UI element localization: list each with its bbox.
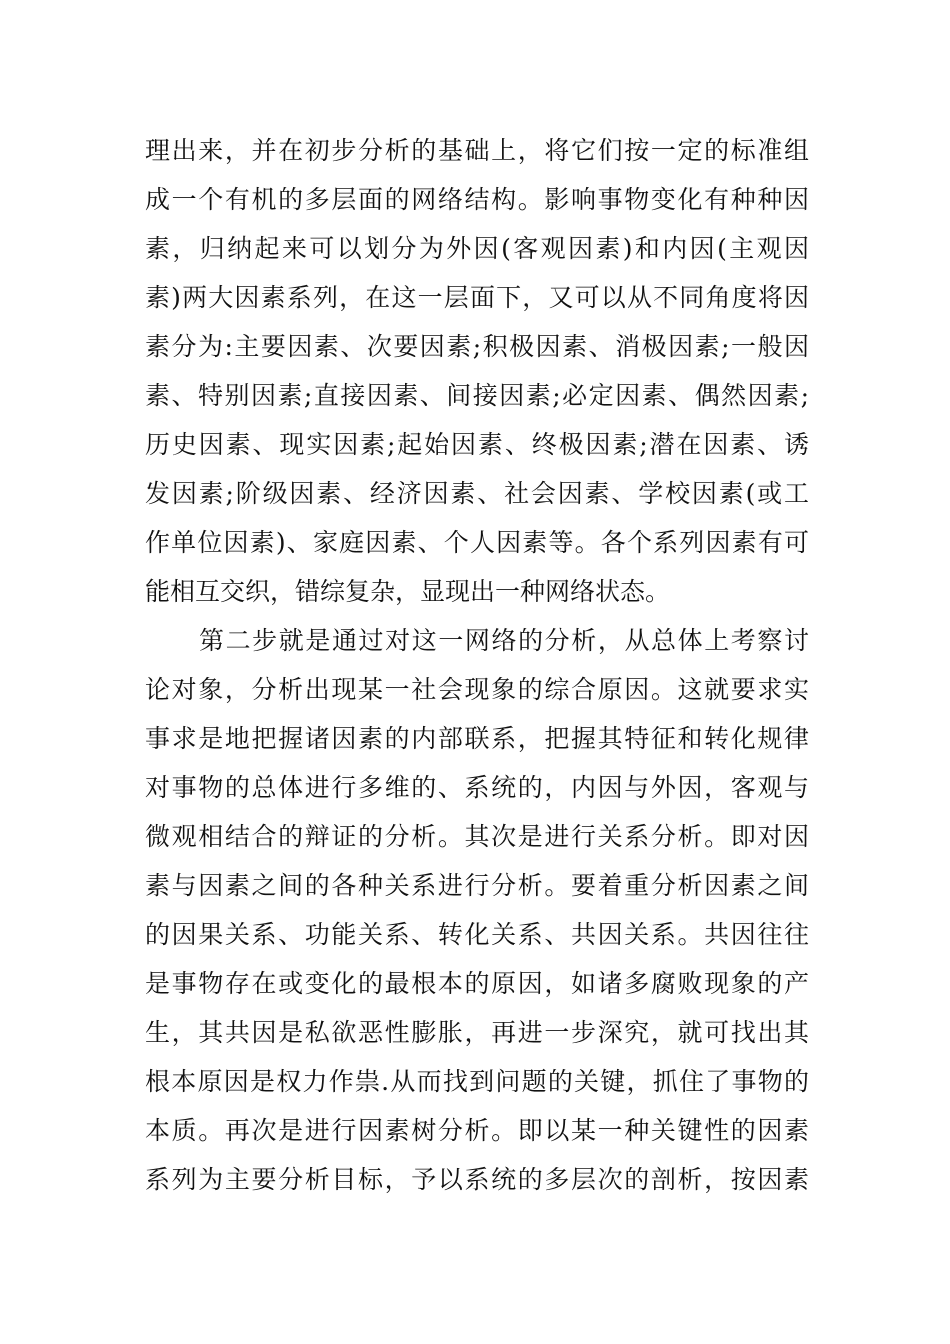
text-line: 是事物存在或变化的最根本的原因，如诸多腐败现象的产 (145, 969, 809, 998)
text-line: 第二步就是通过对这一网络的分析，从总体上考察讨 (199, 626, 809, 655)
text-line: 作单位因素)、家庭因素、个人因素等。各个系列因素有可 (145, 528, 809, 557)
text-line: 根本原因是权力作祟.从而找到问题的关键，抓住了事物的 (145, 1067, 809, 1096)
text-line: 成一个有机的多层面的网络结构。影响事物变化有种种因 (145, 185, 809, 214)
text-line: 系列为主要分析目标，予以系统的多层次的剖析，按因素 (145, 1165, 809, 1194)
text-line: 论对象，分析出现某一社会现象的综合原因。这就要求实 (145, 675, 809, 704)
text-line: 素、特别因素;直接因素、间接因素;必定因素、偶然因素; (145, 381, 809, 410)
paragraph-2 (145, 616, 809, 1204)
text-line: 微观相结合的辩证的分析。其次是进行关系分析。即对因 (145, 822, 809, 851)
text-line: 生，其共因是私欲恶性膨胀，再进一步深究，就可找出其 (145, 1018, 809, 1047)
text-line: 能相互交织，错综复杂，显现出一种网络状态。 (145, 577, 671, 606)
text-line: 理出来，并在初步分析的基础上，将它们按一定的标准组 (145, 136, 809, 165)
text-line: 历史因素、现实因素;起始因素、终极因素;潜在因素、诱 (145, 430, 809, 459)
paragraph-1 (145, 126, 809, 616)
text-line: 素与因素之间的各种关系进行分析。要着重分析因素之间 (145, 871, 809, 900)
text-line: 素分为:主要因素、次要因素;积极因素、消极因素;一般因 (145, 332, 809, 361)
text-line: 对事物的总体进行多维的、系统的，内因与外因，客观与 (145, 773, 809, 802)
text-line: 素)两大因素系列，在这一层面下，又可以从不同角度将因 (145, 283, 809, 312)
text-line: 的因果关系、功能关系、转化关系、共因关系。共因往往 (145, 920, 809, 949)
text-line: 素，归纳起来可以划分为外因(客观因素)和内因(主观因 (145, 234, 809, 263)
body-text (145, 126, 809, 1204)
text-line: 发因素;阶级因素、经济因素、社会因素、学校因素(或工 (145, 479, 809, 508)
text-line: 事求是地把握诸因素的内部联系，把握其特征和转化规律 (145, 724, 809, 753)
text-line: 本质。再次是进行因素树分析。即以某一种关键性的因素 (145, 1116, 809, 1145)
